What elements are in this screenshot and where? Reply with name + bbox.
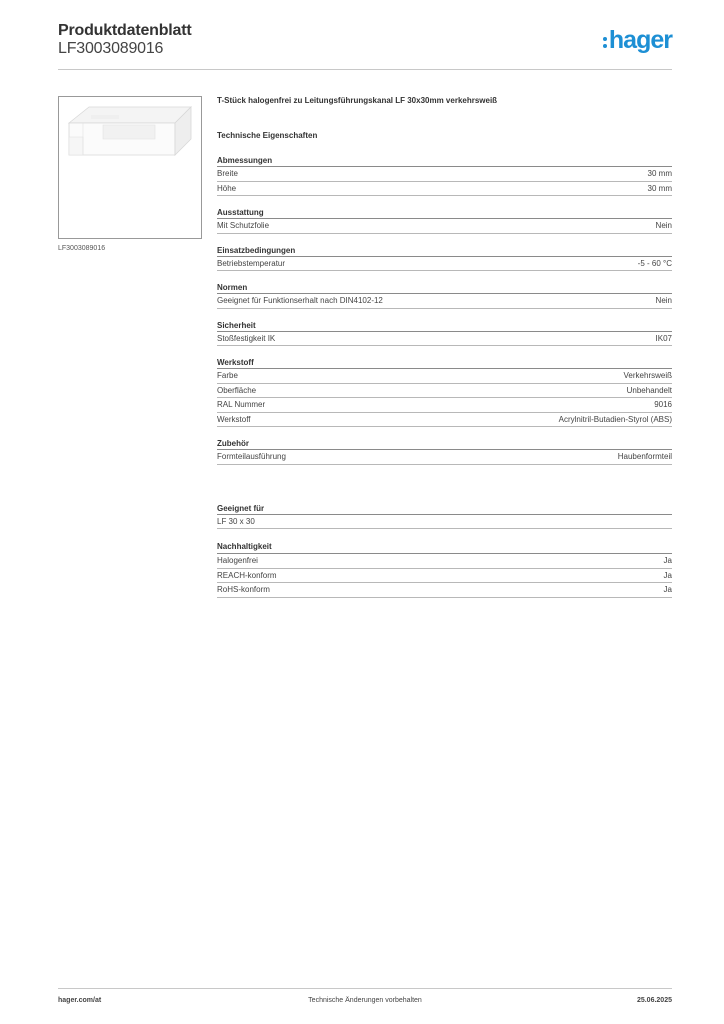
spec-label: REACH-konform [217, 570, 277, 580]
group-equipment [217, 206, 672, 234]
spec-value: Nein [655, 296, 672, 305]
product-description: T-Stück halogenfrei zu Leitungsführungskanal LF 30x30mm verkehrsweiß [217, 96, 498, 105]
spec-row [217, 413, 672, 428]
image-caption: LF3003089016 [58, 245, 106, 252]
spec-label: Stoßfestigkeit IK [217, 333, 276, 343]
spec-row [217, 332, 672, 347]
spec-label: Betriebstemperatur [217, 258, 286, 268]
group-dimensions [217, 154, 672, 196]
spec-value: Acrylnitril-Butadien-Styrol (ABS) [558, 414, 672, 424]
spec-label: RoHS-konform [217, 585, 270, 594]
spec-value: Nein [655, 221, 672, 230]
group-operating-conditions [217, 244, 672, 272]
document-title: Produktdatenblatt [58, 22, 192, 39]
spec-value: Unbehandelt [626, 385, 672, 395]
spec-value: Ja [663, 570, 672, 580]
t-piece-illustration-icon [59, 97, 201, 238]
group-title: Einsatzbedingungen [217, 244, 672, 257]
spec-value: IK07 [655, 333, 672, 343]
spec-value: Ja [663, 585, 672, 594]
spec-row [217, 398, 672, 413]
group-sustainability [217, 539, 672, 598]
group-standards [217, 281, 672, 309]
spec-value: Ja [663, 556, 672, 565]
spec-row [217, 554, 672, 569]
spec-row [217, 257, 672, 272]
spec-value: Verkehrsweiß [623, 371, 672, 380]
product-number: LF3003089016 [58, 40, 164, 57]
spec-value: 30 mm [647, 183, 672, 193]
spec-row [217, 515, 672, 530]
spec-label: Farbe [217, 371, 238, 380]
footer-date: 25.06.2025 [636, 997, 672, 1004]
header-divider [58, 69, 672, 70]
spec-label: Breite [217, 169, 238, 178]
footer-divider [58, 988, 672, 989]
spec-label: Mit Schutzfolie [217, 221, 270, 230]
group-title: Ausstattung [217, 206, 672, 219]
logo-text: hager [608, 26, 672, 54]
spec-value: Haubenformteil [617, 452, 672, 461]
footer-notice: Technische Änderungen vorbehalten [308, 997, 422, 1004]
logo-dots-icon [603, 27, 607, 53]
group-title: Zubehör [217, 437, 672, 450]
group-title: Abmessungen [217, 154, 672, 167]
spec-row [217, 294, 672, 309]
spec-label: RAL Nummer [217, 400, 266, 409]
spec-row [217, 569, 672, 584]
spec-label: LF 30 x 30 [217, 516, 255, 526]
spec-row [217, 182, 672, 197]
spec-label: Höhe [217, 183, 237, 193]
product-content [217, 96, 672, 598]
spec-label: Oberfläche [217, 385, 257, 395]
group-accessories [217, 437, 672, 465]
group-suitable-for [217, 502, 672, 530]
hager-logo[interactable] [603, 27, 672, 53]
spec-label: Halogenfrei [217, 556, 258, 565]
group-title: Nachhaltigkeit [217, 539, 672, 554]
spec-row [217, 583, 672, 598]
group-material [217, 356, 672, 427]
spec-row [217, 384, 672, 399]
page-header [58, 20, 672, 70]
spec-row [217, 450, 672, 465]
group-title: Sicherheit [217, 319, 672, 332]
group-title: Geeignet für [217, 502, 672, 515]
spec-row [217, 369, 672, 384]
spec-row [217, 167, 672, 182]
spec-value: -5 - 60 °C [637, 258, 672, 268]
spec-label: Geeignet für Funktionserhalt nach DIN4102-12 [217, 296, 383, 305]
page-footer [58, 997, 672, 1009]
spec-value: 30 mm [647, 169, 672, 178]
technical-properties-heading: Technische Eigenschaften [217, 131, 318, 140]
group-title: Werkstoff [217, 356, 672, 369]
spec-value: 9016 [654, 400, 672, 409]
group-title: Normen [217, 281, 672, 294]
product-image [58, 96, 202, 239]
spec-label: Formteilausführung [217, 452, 286, 461]
spec-row [217, 219, 672, 234]
group-safety [217, 319, 672, 347]
footer-website-link[interactable]: hager.com/at [58, 997, 102, 1004]
spec-label: Werkstoff [217, 414, 251, 424]
